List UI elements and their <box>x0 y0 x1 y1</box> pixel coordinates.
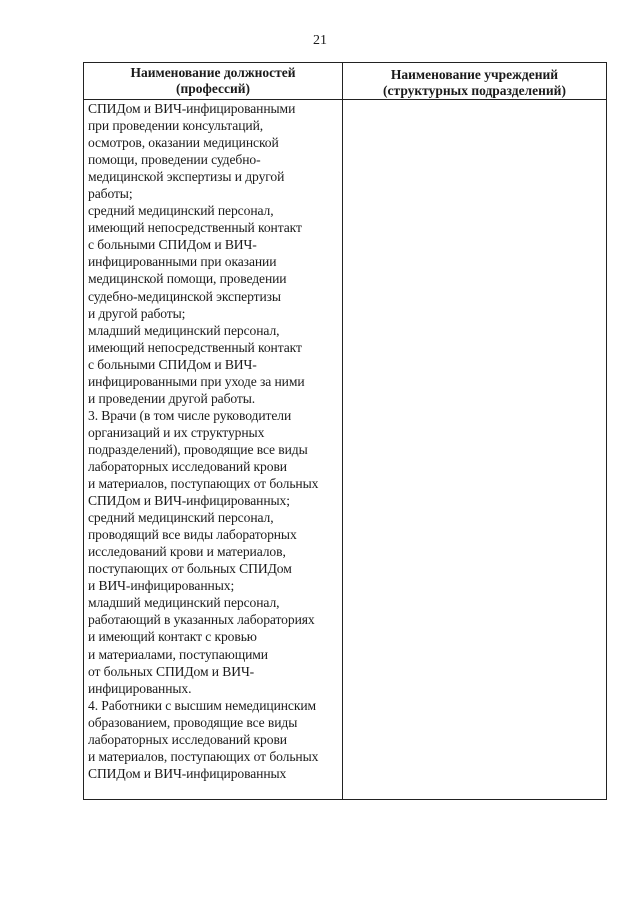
text-line: при проведении консультаций, <box>88 118 264 134</box>
text-line: имеющий непосредственный контакт <box>88 220 302 236</box>
text-line: образованием, проводящие все виды <box>88 714 298 730</box>
text-line: работы; <box>88 186 133 202</box>
positions-cell-text <box>88 100 340 782</box>
text-line: младший медицинский персонал, <box>88 322 280 338</box>
text-line: проводящий все виды лабораторных <box>88 527 297 543</box>
header-institutions-line-1: Наименование учреждений <box>390 67 559 82</box>
page-number: 21 <box>313 33 327 48</box>
text-line: и другой работы; <box>88 305 186 321</box>
text-line: и ВИЧ-инфицированных; <box>88 578 235 594</box>
text-line: исследований крови и материалов, <box>88 544 286 560</box>
text-line: лабораторных исследований крови <box>88 458 287 474</box>
text-line: медицинской помощи, проведении <box>88 271 287 287</box>
text-line: от больных СПИДом и ВИЧ- <box>88 663 255 679</box>
text-line: и материалами, поступающими <box>88 646 268 662</box>
text-line: судебно-медицинской экспертизы <box>88 288 281 304</box>
positions-table <box>83 62 607 800</box>
text-line: и материалов, поступающих от больных <box>88 748 319 764</box>
text-line: 3. Врачи (в том числе руководители <box>88 407 292 423</box>
text-line: с больными СПИДом и ВИЧ- <box>88 237 257 253</box>
text-line: средний медицинский персонал, <box>88 203 274 219</box>
text-line: СПИДом и ВИЧ-инфицированных <box>88 765 287 781</box>
header-positions-line-1: Наименование должностей <box>130 65 296 80</box>
text-line: и имеющий контакт с кровью <box>88 629 257 645</box>
text-line: инфицированных. <box>88 680 192 696</box>
text-line: осмотров, оказании медицинской <box>88 135 279 151</box>
text-line: инфицированными при уходе за ними <box>88 373 305 389</box>
text-line: и материалов, поступающих от больных <box>88 476 319 492</box>
text-line: с больными СПИДом и ВИЧ- <box>88 356 257 372</box>
text-line: инфицированными при оказании <box>88 254 277 270</box>
header-positions <box>84 65 342 97</box>
header-institutions-line-2: (структурных подразделений) <box>383 83 566 98</box>
text-line: подразделений), проводящие все виды <box>88 441 308 457</box>
text-line: организаций и их структурных <box>88 424 265 440</box>
text-line: СПИДом и ВИЧ-инфицированных; <box>88 493 290 509</box>
text-line: лабораторных исследований крови <box>88 731 287 747</box>
text-line: 4. Работники с высшим немедицинским <box>88 697 317 713</box>
text-line: поступающих от больных СПИДом <box>88 561 292 577</box>
text-line: младший медицинский персонал, <box>88 595 280 611</box>
text-line: средний медицинский персонал, <box>88 510 274 526</box>
column-divider <box>342 63 343 799</box>
header-institutions <box>343 67 606 99</box>
text-line: имеющий непосредственный контакт <box>88 339 302 355</box>
text-line: медицинской экспертизы и другой <box>88 169 285 185</box>
text-line: и проведении другой работы. <box>88 390 256 406</box>
text-line: помощи, проведении судебно- <box>88 152 261 168</box>
header-positions-line-2: (профессий) <box>175 81 251 96</box>
text-line: СПИДом и ВИЧ-инфицированными <box>88 101 296 116</box>
text-line: работающий в указанных лабораториях <box>88 612 315 628</box>
